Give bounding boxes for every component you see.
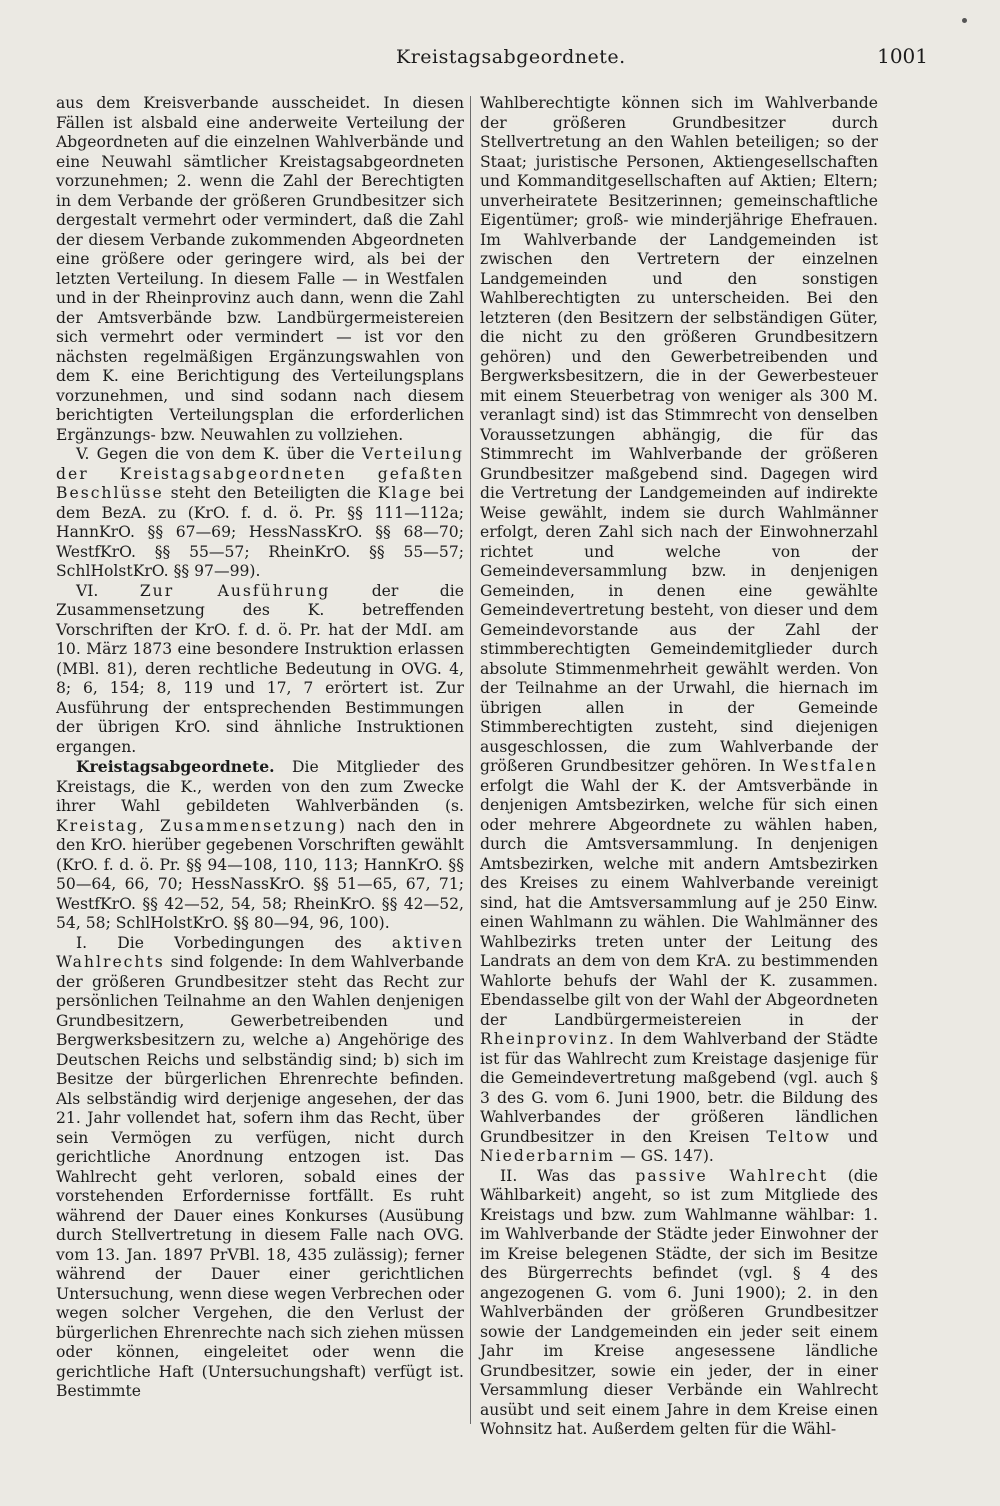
emphasized-term: Verteilung der Kreistagsabgeordneten gefaßten Beschlüsse bbox=[56, 445, 464, 502]
emphasized-term: Rheinprovinz bbox=[480, 1030, 609, 1048]
text-run: bei dem BezA. zu (KrO. f. d. ö. Pr. §§ 111—112a; HannKrO. §§ 67—69; HessNassKrO. §§ 68—70; WestfKrO. §§ 55—57; RheinKrO. §§ 55—57; SchlHolstKrO. §§ 97—99). bbox=[56, 484, 464, 580]
text-run: II. Was das bbox=[500, 1166, 636, 1185]
paragraph bbox=[56, 934, 464, 1402]
emphasized-term: aktiven Wahlrechts bbox=[56, 933, 464, 971]
column-divider bbox=[470, 96, 471, 1424]
emphasized-term: Niederbarnim bbox=[480, 1147, 616, 1165]
text-run: Wahlberechtigte können sich im Wahlverbande der größeren Grundbesitzer durch Stellvertretung an den Wahlen beteiligen; so der Staat; juristische Personen, Aktiengesellschaften und Kommanditgesellschaften auf Aktien; Eltern; unverheiratete Besitzerinnen; gemeinschaftliche Eigentümer; groß- wie minderjährige Ehefrauen. Im Wahlverbande der Landgemeinden ist zwischen den Vertretern der einzelnen Landgemeinden und den sonstigen Wahlberechtigten zu unterscheiden. Bei den letzteren (den Besitzern der selbständigen Güter, die nicht zu den größeren Grundbesitzern gehören) und den Gewerbetreibenden und Bergwerksbesitzern, die in der Gewerbesteuer mit einem Steuerbetrag von weniger als 300 M. veranlagt sind) ist das Stimmrecht von denselben Voraussetzungen abhängig, die für das Stimmrecht im Wahlverbande der größeren Grundbesitzer maßgebend sind. Dagegen wird die Vertretung der Landgemeinden auf indirekte Weise gewählt, indem sie durch Wahlmänner erfolgt, deren Zahl sich nach der Einwohnerzahl richtet und welche von der Gemeindeversammlung bzw. in denjenigen Gemeinden, in denen eine gewählte Gemeindevertretung besteht, von dieser und dem Gemeindevorstande aus der Zahl der stimmberechtigten Gemeindemitglieder durch absolute Stimmenmehrheit gewählt werden. Von der Teilnahme an der Urwahl, die hiernach im übrigen allen in der Gemeinde Stimmberechtigten zusteht, sind diejenigen ausgeschlossen, die zum Wahlverbande der größeren Grundbesitzer gehören. In bbox=[480, 94, 878, 775]
text-run: und bbox=[830, 1127, 878, 1146]
running-header bbox=[56, 44, 928, 74]
paragraph: aus dem Kreisverbande ausscheidet. In diesen Fällen ist alsbald eine anderweite Verteilung der Abgeordneten auf die einzelnen Wahlverbände und eine Neuwahl sämtlicher Kreistagsabgeordneten vorzunehmen; 2. wenn die Zahl der Berechtigten in dem Verbande der größeren Grundbesitzer sich dergestalt vermehrt oder vermindert, daß die Zahl der diesem Verbande zukommenden Abgeordneten eine größere oder geringere wird, als bei der letzten Verteilung. In diesem Falle — in Westfalen und in der Rheinprovinz auch dann, wenn die Zahl der Amtsverbände bzw. Landbürgermeistereien sich vermehrt oder vermindert — ist vor den nächsten regelmäßigen Ergänzungswahlen von dem K. eine Berichtigung des Verteilungsplans vorzunehmen, und sind sodann nach diesem berichtigten Verteilungsplan die erforderlichen Ergänzungs- bzw. Neuwahlen zu vollziehen. bbox=[56, 94, 464, 444]
entry-heading: Kreistagsabgeordnete. bbox=[76, 757, 275, 776]
paragraph bbox=[56, 582, 464, 758]
text-run: V. Gegen die von dem K. über die bbox=[76, 445, 362, 463]
text-run: VI. bbox=[76, 581, 140, 600]
emphasized-term: passive Wahlrecht bbox=[635, 1166, 829, 1185]
text-run: erfolgt die Wahl der K. der Amtsverbände in denjenigen Amtsbezirken, welche für sich einen oder mehrere Abgeordnete zu wählen haben, durch die Amtsversammlung. In denjenigen Amtsbezirken, welche mit andern Amtsbezirken des Kreises zu einem Wahlverbande vereinigt sind, hat die Amtsversammlung auf je 250 Einw. einen Wahlmann zu wählen. Die Wahlmänner des Wahlbezirks treten unter der Leitung des Landrats an dem von dem KrA. zu bestimmenden Wahlorte behufs der Wahl der K. zusammen. Ebendasselbe gilt von der Wahl der Abgeordneten der Landbürgermeistereien in der bbox=[480, 776, 878, 1029]
text-run: sind folgende: In dem Wahlverbande der größeren Grundbesitzer steht das Recht zur persönlichen Teilnahme an den Wahlen denjenigen Grundbesitzern, Gewerbetreibenden und Bergwerksbesitzern zu, welche a) Angehörige des Deutschen Reichs und selbständig sind; b) sich im Besitze der bürgerlichen Ehrenrechte befinden. Als selbständig wird derjenige angesehen, der das 21. Jahr vollendet hat, sofern ihm das Recht, über sein Vermögen zu verfügen, nicht durch gerichtliche Anordnung entzogen ist. Das Wahlrecht geht verloren, sobald eines der vorstehenden Erfordernisse fortfällt. Es ruht während der Dauer eines Konkurses (Ausübung durch Stellvertretung in diesem Falle nach OVG. vom 13. Jan. 1897 PrVBl. 18, 435 zulässig); ferner während der Dauer einer gerichtlichen Untersuchung, wenn diese wegen Verbrechen oder wegen solcher Vergehen, die den Verlust der bürgerlichen Ehrenrechte nach sich ziehen müssen oder können, eingeleitet oder wenn die gerichtliche Haft (Untersuchungshaft) verfügt ist. Bestimmte bbox=[56, 953, 464, 1400]
emphasized-term: Zur Ausführung bbox=[139, 581, 331, 600]
cross-reference: Kreistag, Zusammensetzung bbox=[56, 816, 339, 835]
text-run: ) nach den in den KrO. hierüber gegebenen Vorschriften gewählt (KrO. f. d. ö. Pr. §§ 94—108, 110, 113; HannKrO. §§ 50—64, 66, 70; HessNassKrO. §§ 51—65, 67, 71; WestfKrO. §§ 42—52, 54, 58; RheinKrO. §§ 42—52, 54, 58; SchlHolstKrO. §§ 80—94, 96, 100). bbox=[56, 816, 464, 932]
running-title: Kreistagsabgeordnete. bbox=[396, 46, 626, 68]
emphasized-term: Klage bbox=[377, 484, 433, 502]
text-run: Die Mitglieder des Kreistags, die K., werden von den zum Zwecke ihrer Wahl gebildeten Wahlverbänden (s. bbox=[56, 758, 464, 815]
text-run: . In dem Wahlverband der Städte ist für das Wahlrecht zum Kreistage dasjenige für die Gemeindevertretung maßgebend (vgl. auch § 3 des G. vom 6. Juni 1900, betr. die Bildung des Wahlverbandes der größeren ländlichen Grundbesitzer in den Kreisen bbox=[480, 1030, 878, 1146]
text-run: (die Wählbarkeit) angeht, so ist zum Mitgliede des Kreistags und bzw. zum Wahlmanne wählbar: 1. im Wahlverbande der Städte jeder Einwohner der im Kreise belegenen Städte, der sich im Besitze des Bürgerrechts befindet (vgl. § 4 des angezogenen G. vom 6. Juni 1900); 2. in den Wahlverbänden der größeren Grundbesitzer sowie der Landgemeinden ein jeder seit einem Jahr im Kreise angesessene ländliche Grundbesitzer, sowie ein jeder, der in einer Versammlung dieser Verbände ein Wahlrecht ausübt und seit einem Jahre in dem Kreise einen Wohnsitz hat. Außerdem gelten für die Wähl- bbox=[480, 1166, 878, 1438]
page-number: 1001 bbox=[877, 44, 928, 68]
text-run: I. Die Vorbedingungen des bbox=[76, 933, 392, 952]
text-run: — GS. 147). bbox=[615, 1147, 714, 1165]
left-column bbox=[56, 94, 464, 1402]
paragraph bbox=[56, 445, 464, 582]
text-run: der die Zusammensetzung des K. betreffenden Vorschriften der KrO. f. d. ö. Pr. hat der MdI. am 10. März 1873 eine besondere Instruktion erlassen (MBl. 81), deren rechtliche Bedeutung in OVG. 4, 8; 6, 154; 8, 119 und 17, 7 erörtert ist. Zur Ausführung der entsprechenden Bestimmungen der übrigen KrO. sind ähnliche Instruktionen ergangen. bbox=[56, 581, 464, 756]
paragraph bbox=[480, 94, 878, 1167]
emphasized-term: Westfalen bbox=[782, 757, 878, 775]
paragraph bbox=[480, 1167, 878, 1440]
ink-speck bbox=[962, 18, 967, 23]
paragraph bbox=[56, 757, 464, 934]
text-run: steht den Beteiligten die bbox=[163, 484, 378, 502]
emphasized-term: Teltow bbox=[766, 1127, 831, 1146]
right-column bbox=[480, 94, 878, 1440]
